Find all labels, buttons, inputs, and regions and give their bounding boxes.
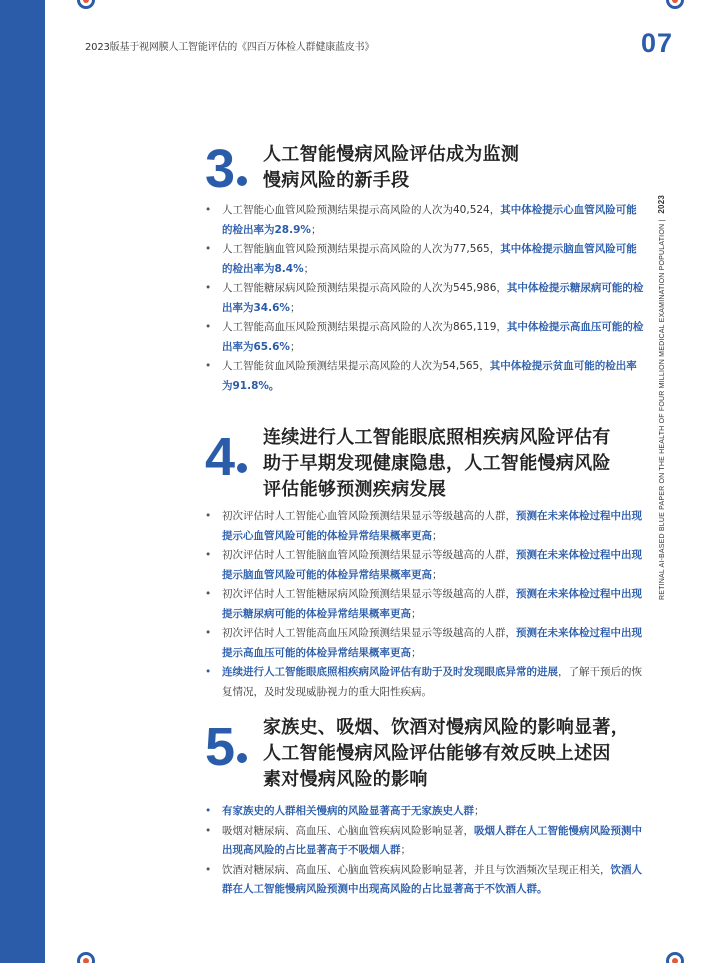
section-dot — [237, 753, 247, 763]
section-5-heading — [205, 715, 645, 795]
section-title-line: 人工智能慢病风险评估能够有效反映上述因 — [263, 743, 611, 764]
section-4-heading — [205, 425, 645, 505]
page-number: 07 — [641, 28, 674, 58]
side-running-title — [657, 195, 666, 600]
section-title-line: 人工智能慢病风险评估成为监测 — [263, 144, 520, 165]
report-title: 2023版基于视网膜人工智能评估的《四百万体检人群健康蓝皮书》 — [85, 42, 375, 53]
section-title — [263, 142, 519, 194]
section-title — [263, 715, 629, 793]
left-accent-bar — [0, 0, 45, 963]
section-number: 5 — [205, 717, 236, 777]
side-english-title: RETINAL AI-BASED BLUE PAPER ON THE HEALTH OF FOUR MILLION MEDICAL EXAMINATION POPULATION | — [659, 219, 666, 600]
list-item: • 初次评估时人工智能心血管风险预测结果显示等级越高的人群，预测在未来体检过程中出现提示心血管风险可能的体检异常结果概率更高； — [205, 507, 645, 546]
section-3-list — [205, 201, 645, 396]
list-item: • 初次评估时人工智能脑血管风险预测结果显示等级越高的人群，预测在未来体检过程中出现提示脑血管风险可能的体检异常结果概率更高； — [205, 546, 645, 585]
list-item: • 连续进行人工智能眼底照相疾病风险评估有助于及时发现眼底异常的进展，了解干预后的恢复情况，及时发现威胁视力的重大阳性疾病。 — [205, 663, 645, 702]
list-item: • 吸烟对糖尿病、高血压、心脑血管疾病风险影响显著，吸烟人群在人工智能慢病风险预测中出现高风险的占比显著高于不吸烟人群； — [205, 822, 645, 861]
section-title-line: 慢病风险的新手段 — [263, 170, 410, 191]
section-5-list — [205, 802, 645, 900]
list-item: • 人工智能脑血管风险预测结果提示高风险的人次为77,565，其中体检提示脑血管风险可能的检出率为8.4%； — [205, 240, 645, 279]
list-item: • 有家族史的人群相关慢病的风险显著高于无家族史人群； — [205, 802, 645, 822]
section-4-list — [205, 507, 645, 702]
section-number: 3 — [205, 139, 236, 199]
ring-ornament-icon — [77, 952, 95, 963]
section-dot — [237, 463, 247, 473]
section-3-heading — [205, 140, 645, 200]
side-year: 2023 — [657, 195, 666, 214]
list-item: • 饮酒对糖尿病、高血压、心脑血管疾病风险影响显著，并且与饮酒频次呈现正相关，饮酒人群在人工智能慢病风险预测中出现高风险的占比显著高于不饮酒人群。 — [205, 861, 645, 900]
list-item: • 人工智能贫血风险预测结果提示高风险的人次为54,565，其中体检提示贫血可能的检出率为91.8%。 — [205, 357, 645, 396]
list-item: • 人工智能高血压风险预测结果提示高风险的人次为865,119，其中体检提示高血压可能的检出率为65.6%； — [205, 318, 645, 357]
section-dot — [237, 176, 247, 186]
section-title-line: 家族史、吸烟、饮酒对慢病风险的影响显著， — [263, 717, 629, 738]
section-title — [263, 425, 611, 503]
list-item: • 初次评估时人工智能高血压风险预测结果显示等级越高的人群，预测在未来体检过程中出现提示高血压可能的体检异常结果概率更高； — [205, 624, 645, 663]
ring-ornament-icon — [77, 0, 95, 9]
section-title-line: 助于早期发现健康隐患，人工智能慢病风险 — [263, 453, 611, 474]
list-item: • 人工智能糖尿病风险预测结果提示高风险的人次为545,986，其中体检提示糖尿病可能的检出率为34.6%； — [205, 279, 645, 318]
ring-ornament-icon — [666, 952, 684, 963]
section-title-line: 素对慢病风险的影响 — [263, 769, 428, 790]
section-title-line: 评估能够预测疾病发展 — [263, 479, 446, 500]
list-item: • 人工智能心血管风险预测结果提示高风险的人次为40,524，其中体检提示心血管风险可能的检出率为28.9%； — [205, 201, 645, 240]
list-item: • 初次评估时人工智能糖尿病风险预测结果显示等级越高的人群，预测在未来体检过程中出现提示糖尿病可能的体检异常结果概率更高； — [205, 585, 645, 624]
section-number: 4 — [205, 427, 236, 487]
section-title-line: 连续进行人工智能眼底照相疾病风险评估有 — [263, 427, 611, 448]
ring-ornament-icon — [666, 0, 684, 9]
